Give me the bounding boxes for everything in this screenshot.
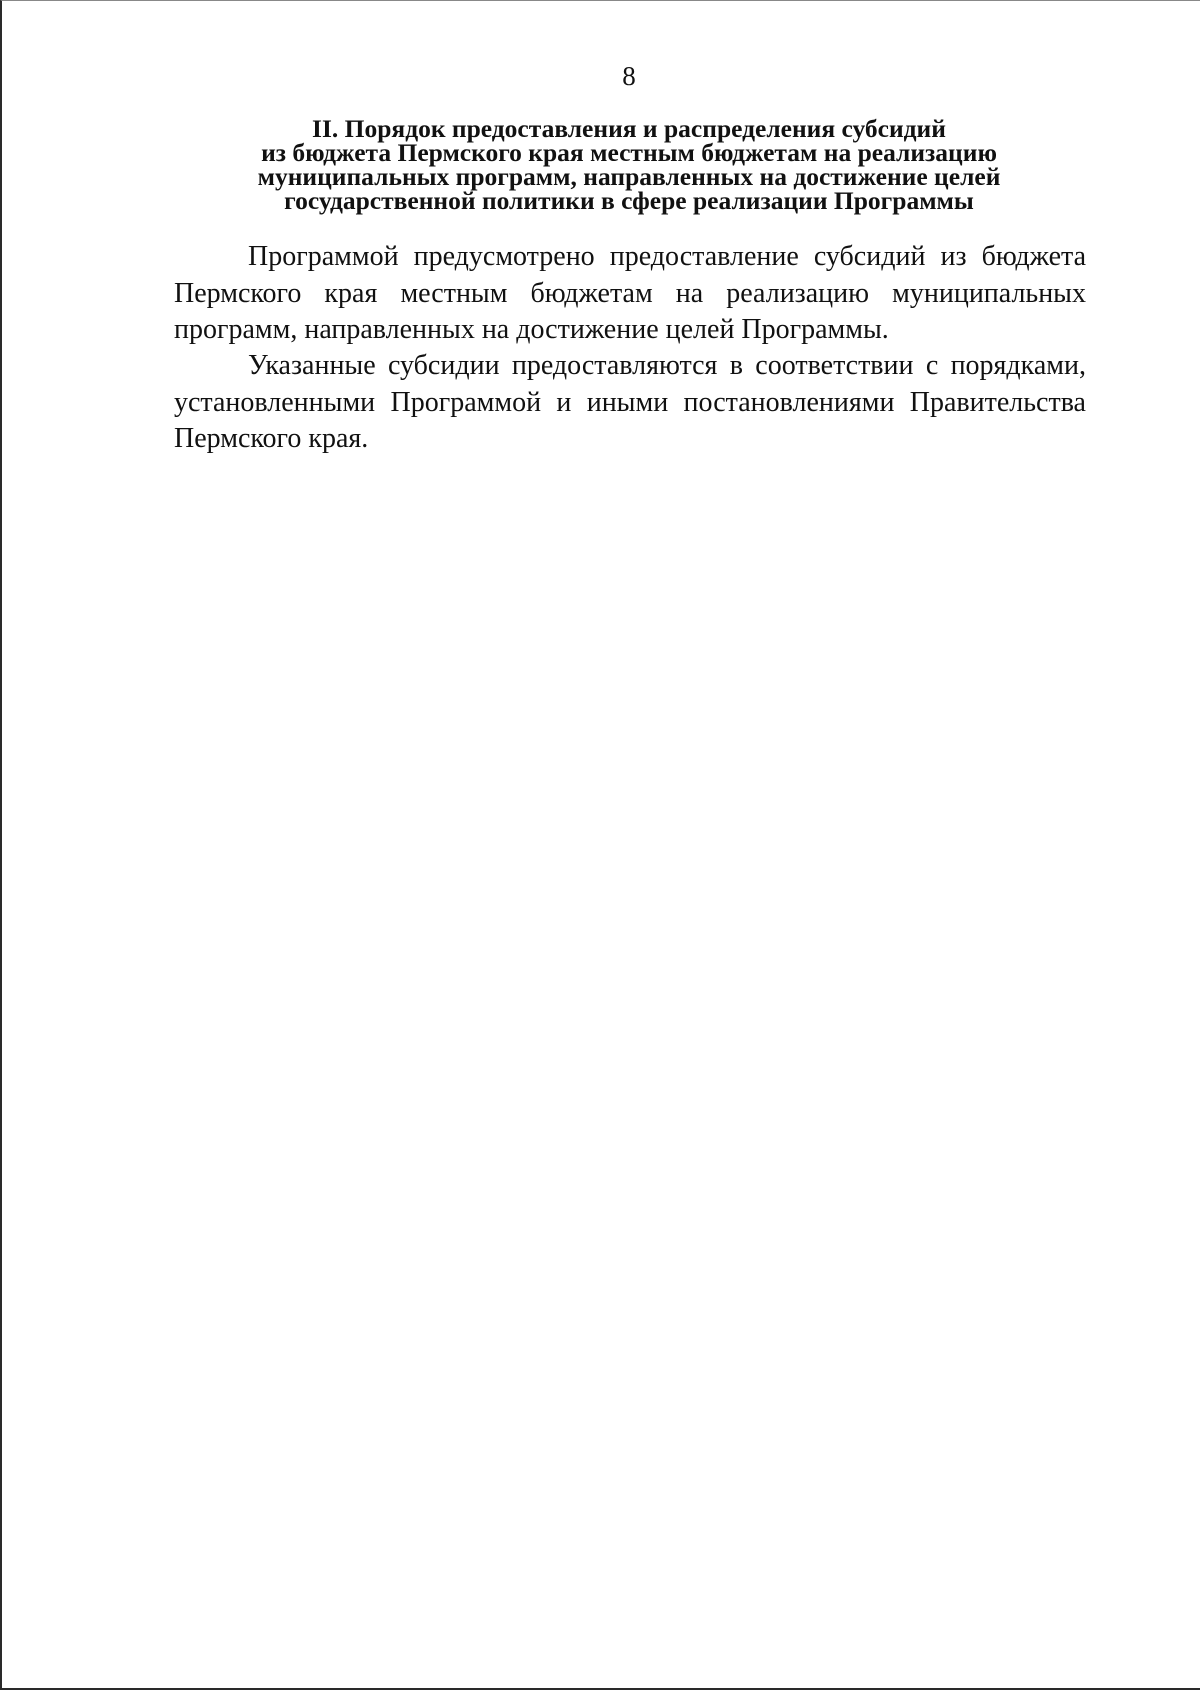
paragraph-2 (174, 348, 1086, 458)
section-heading (174, 114, 1084, 215)
paragraph-line: программ, направленных на достижение целей Программы. (174, 314, 889, 345)
paragraph-line: Пермского края местным бюджетам на реализацию муниципальных (174, 277, 1086, 309)
paragraph-line: установленными Программой и иными постановлениями Правительства (174, 386, 1086, 418)
page-number: 8 (622, 61, 636, 91)
paragraph-1 (174, 239, 1086, 349)
paragraph-line: Указанные субсидии предоставляются в соответствии с порядками, (248, 350, 1086, 381)
heading-line: государственной политики в сфере реализации Программы (284, 186, 974, 215)
paragraph-line: Программой предусмотрено предоставление субсидий из бюджета (248, 241, 1086, 272)
paragraph-line: Пермского края. (174, 423, 369, 454)
body-text (174, 239, 1086, 457)
heading-line: из бюджета Пермского края местным бюджетам на реализацию (261, 138, 997, 167)
heading-line: II. Порядок предоставления и распределения субсидий (312, 114, 946, 143)
heading-line: муниципальных программ, направленных на достижение целей (257, 162, 1001, 191)
